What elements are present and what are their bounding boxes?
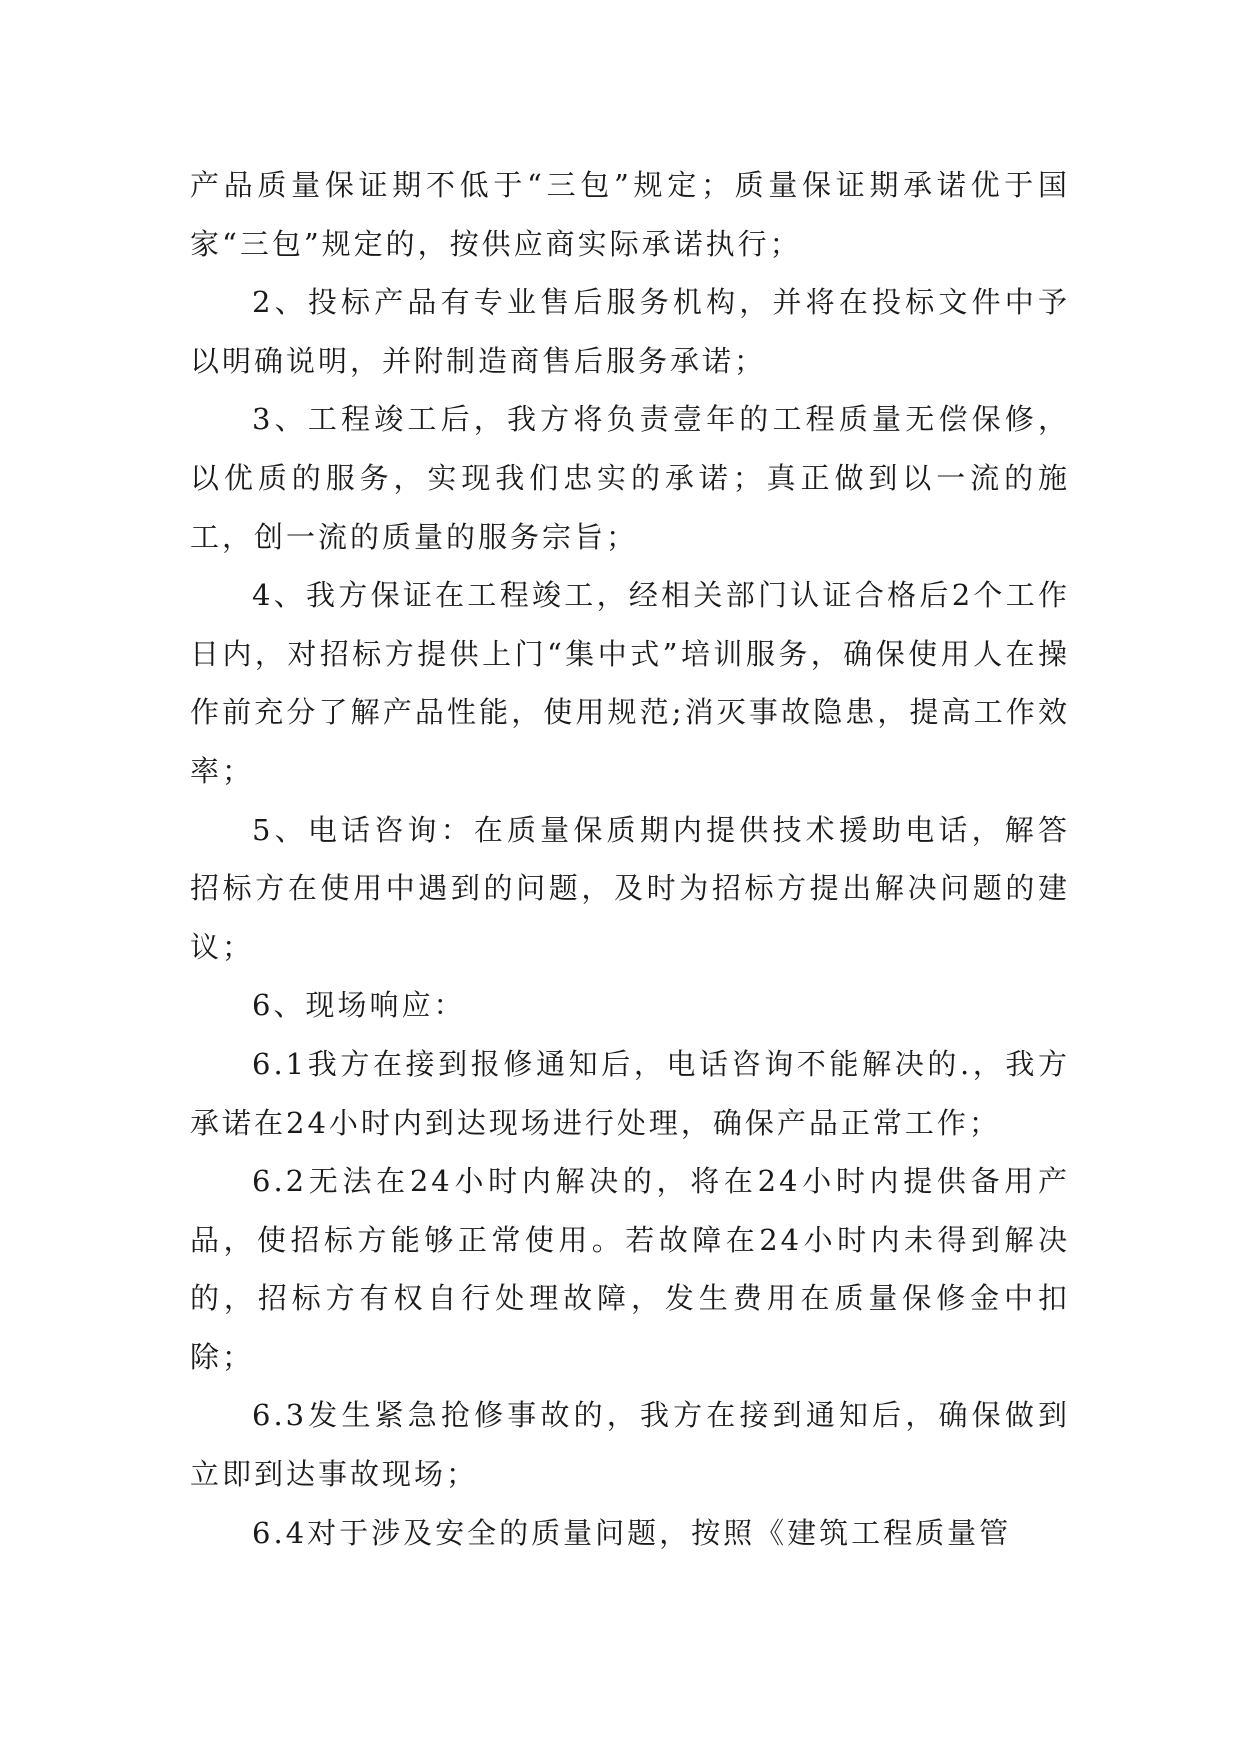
paragraph-item-6-4: 6.4对于涉及安全的质量问题，按照《建筑工程质量管	[252, 1515, 1012, 1550]
paragraph-warranty-period: 产品质量保证期不低于“三包”规定；质量保证期承诺优于国家“三包”规定的，按供应商实际承诺执行；	[190, 168, 1070, 261]
paragraph-item-6: 6、现场响应：	[252, 988, 466, 1023]
paragraph-item-6-2: 6.2无法在24小时内解决的，将在24小时内提供备用产品，使招标方能够正常使用。若故障在24小时内未得到解决的，招标方有权自行处理故障，发生费用在质量保修金中扣除；	[190, 1164, 1070, 1374]
paragraph-item-6-3: 6.3发生紧急抢修事故的，我方在接到通知后，确保做到立即到达事故现场；	[190, 1398, 1070, 1492]
paragraph-item-4: 4、我方保证在工程竣工，经相关部门认证合格后2个工作日内，对招标方提供上门“集中式”培训服务，确保使用人在操作前充分了解产品性能，使用规范;消灭事故隐患，提高工作效率；	[190, 578, 1070, 788]
paragraph-item-6-1: 6.1我方在接到报修通知后，电话咨询不能解决的.，我方承诺在24小时内到达现场进行处理，确保产品正常工作；	[190, 1046, 1070, 1140]
paragraph-item-2: 2、投标产品有专业售后服务机构，并将在投标文件中予以明确说明，并附制造商售后服务承诺；	[190, 285, 1070, 378]
paragraph-item-3: 3、工程竣工后，我方将负责壹年的工程质量无偿保修，以优质的服务，实现我们忠实的承诺；真正做到以一流的施工，创一流的质量的服务宗旨；	[190, 402, 1070, 554]
document-body	[190, 156, 1070, 1562]
paragraph-item-5: 5、电话咨询：在质量保质期内提供技术援助电话，解答招标方在使用中遇到的问题，及时为招标方提出解决问题的建议；	[190, 812, 1070, 964]
